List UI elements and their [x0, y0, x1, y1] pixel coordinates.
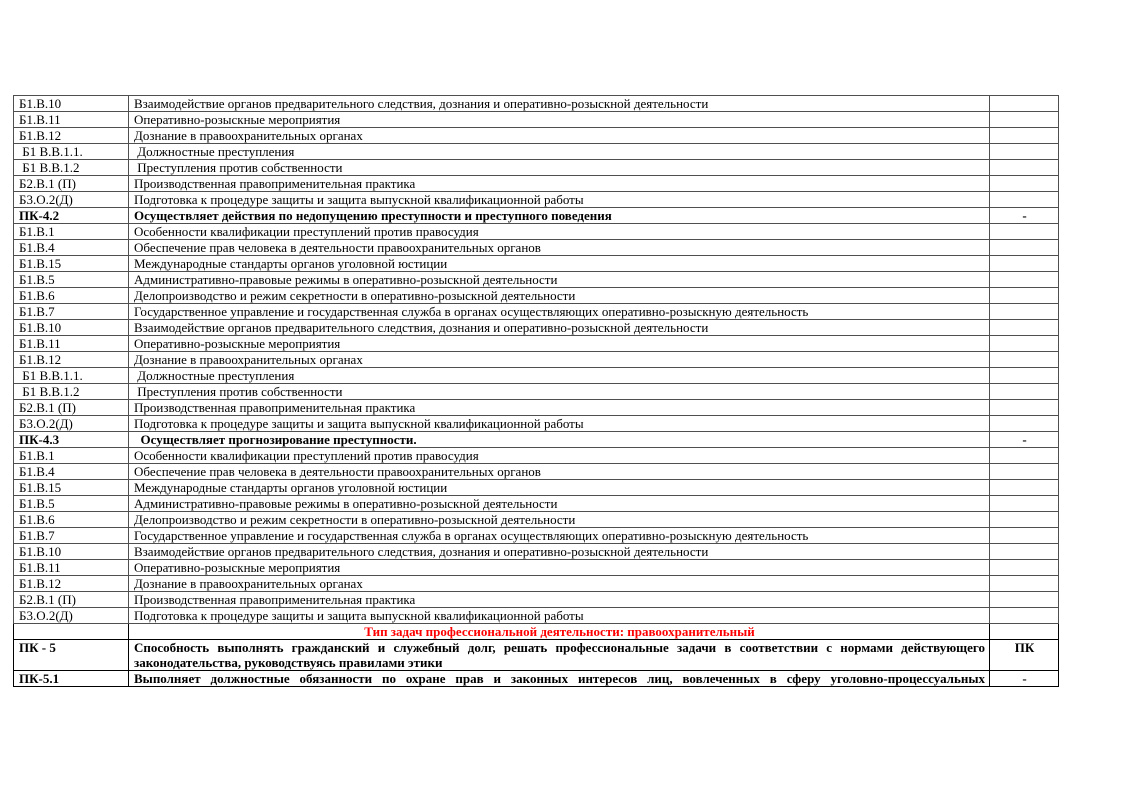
code-cell: Б1.В.5: [14, 496, 129, 512]
code-cell: ПК-4.2: [14, 208, 129, 224]
mark-cell: [990, 304, 1059, 320]
table-row: [14, 208, 1059, 224]
code-cell: Б1.В.6: [14, 512, 129, 528]
mark-cell: [990, 608, 1059, 624]
mark-cell: [990, 576, 1059, 592]
code-cell: Б1.В.7: [14, 528, 129, 544]
mark-cell: [990, 192, 1059, 208]
code-cell: Б1.В.11: [14, 336, 129, 352]
mark-cell: [990, 128, 1059, 144]
code-cell: Б1 В.В.1.2: [14, 160, 129, 176]
discipline-cell: Взаимодействие органов предварительного следствия, дознания и оперативно-розыскной деятельности: [129, 96, 990, 112]
discipline-cell: Способность выполнять гражданский и служебный долг, решать профессиональные задачи в соответствии с нормами действующего законодательства, руководствуясь правилами этики: [129, 640, 990, 671]
code-cell: Б1.В.12: [14, 128, 129, 144]
code-cell: Б2.В.1 (П): [14, 176, 129, 192]
mark-cell: [990, 176, 1059, 192]
discipline-cell: Подготовка к процедуре защиты и защита выпускной квалификационной работы: [129, 192, 990, 208]
discipline-cell: Административно-правовые режимы в оперативно-розыскной деятельности: [129, 496, 990, 512]
mark-cell: [990, 448, 1059, 464]
discipline-cell: Производственная правоприменительная практика: [129, 592, 990, 608]
code-cell: [14, 624, 129, 640]
code-cell: ПК - 5: [14, 640, 129, 671]
table-row: [14, 528, 1059, 544]
mark-cell: [990, 368, 1059, 384]
code-cell: Б3.О.2(Д): [14, 416, 129, 432]
table-row: [14, 640, 1059, 671]
discipline-cell: Подготовка к процедуре защиты и защита выпускной квалификационной работы: [129, 416, 990, 432]
code-cell: Б1.В.15: [14, 480, 129, 496]
table-row: [14, 432, 1059, 448]
code-cell: Б1.В.10: [14, 544, 129, 560]
table-row: [14, 96, 1059, 112]
table-row: [14, 288, 1059, 304]
discipline-cell: Дознание в правоохранительных органах: [129, 352, 990, 368]
mark-cell: [990, 240, 1059, 256]
discipline-cell: Государственное управление и государственная служба в органах осуществляющих оперативно-розыскную деятельность: [129, 528, 990, 544]
table-row: [14, 336, 1059, 352]
table-row: [14, 671, 1059, 687]
table-row: [14, 368, 1059, 384]
code-cell: Б1.В.11: [14, 112, 129, 128]
mark-cell: [990, 464, 1059, 480]
table-row: [14, 624, 1059, 640]
code-cell: Б1.В.7: [14, 304, 129, 320]
table-row: [14, 224, 1059, 240]
table-row: [14, 496, 1059, 512]
table-row: [14, 512, 1059, 528]
table-row: [14, 160, 1059, 176]
discipline-cell: Обеспечение прав человека в деятельности правоохранительных органов: [129, 240, 990, 256]
table-row: [14, 480, 1059, 496]
discipline-cell: Должностные преступления: [129, 368, 990, 384]
discipline-cell: Оперативно-розыскные мероприятия: [129, 112, 990, 128]
mark-cell: [990, 544, 1059, 560]
mark-cell: [990, 384, 1059, 400]
table-row: [14, 176, 1059, 192]
mark-cell: [990, 416, 1059, 432]
mark-cell: [990, 144, 1059, 160]
mark-cell: ПК: [990, 640, 1059, 671]
mark-cell: [990, 400, 1059, 416]
discipline-cell: Выполняет должностные обязанности по охране прав и законных интересов лиц, вовлеченных в сферу уголовно-процессуальных: [129, 671, 990, 687]
table-row: [14, 144, 1059, 160]
table-row: [14, 384, 1059, 400]
mark-cell: -: [990, 208, 1059, 224]
discipline-cell: Оперативно-розыскные мероприятия: [129, 336, 990, 352]
discipline-cell: Административно-правовые режимы в оперативно-розыскной деятельности: [129, 272, 990, 288]
discipline-cell: Подготовка к процедуре защиты и защита выпускной квалификационной работы: [129, 608, 990, 624]
table-row: [14, 608, 1059, 624]
mark-cell: [990, 272, 1059, 288]
mark-cell: [990, 480, 1059, 496]
discipline-cell: Должностные преступления: [129, 144, 990, 160]
competency-table: [13, 95, 1059, 687]
discipline-cell: Государственное управление и государственная служба в органах осуществляющих оперативно-розыскную деятельность: [129, 304, 990, 320]
table-row: [14, 560, 1059, 576]
mark-cell: [990, 592, 1059, 608]
discipline-cell: Обеспечение прав человека в деятельности правоохранительных органов: [129, 464, 990, 480]
discipline-cell: Осуществляет прогнозирование преступности.: [129, 432, 990, 448]
table-row: [14, 192, 1059, 208]
mark-cell: [990, 624, 1059, 640]
discipline-cell: Взаимодействие органов предварительного следствия, дознания и оперативно-розыскной деятельности: [129, 544, 990, 560]
mark-cell: [990, 496, 1059, 512]
code-cell: Б1.В.6: [14, 288, 129, 304]
code-cell: Б1 В.В.1.1.: [14, 144, 129, 160]
discipline-cell: Особенности квалификации преступлений против правосудия: [129, 448, 990, 464]
table-body: [14, 96, 1059, 687]
discipline-cell: Дознание в правоохранительных органах: [129, 128, 990, 144]
table-row: [14, 416, 1059, 432]
mark-cell: -: [990, 671, 1059, 687]
code-cell: ПК-5.1: [14, 671, 129, 687]
table-row: [14, 272, 1059, 288]
discipline-cell: Делопроизводство и режим секретности в оперативно-розыскной деятельности: [129, 288, 990, 304]
mark-cell: [990, 336, 1059, 352]
discipline-cell: Оперативно-розыскные мероприятия: [129, 560, 990, 576]
mark-cell: [990, 528, 1059, 544]
table-row: [14, 464, 1059, 480]
mark-cell: [990, 256, 1059, 272]
mark-cell: [990, 512, 1059, 528]
code-cell: Б2.В.1 (П): [14, 592, 129, 608]
discipline-cell: Преступления против собственности: [129, 384, 990, 400]
discipline-cell: Тип задач профессиональной деятельности: правоохранительный: [129, 624, 990, 640]
table-row: [14, 128, 1059, 144]
table-row: [14, 112, 1059, 128]
code-cell: ПК-4.3: [14, 432, 129, 448]
mark-cell: [990, 224, 1059, 240]
code-cell: Б1.В.4: [14, 464, 129, 480]
table-row: [14, 256, 1059, 272]
discipline-cell: Международные стандарты органов уголовной юстиции: [129, 256, 990, 272]
code-cell: Б3.О.2(Д): [14, 192, 129, 208]
discipline-cell: Международные стандарты органов уголовной юстиции: [129, 480, 990, 496]
code-cell: Б3.О.2(Д): [14, 608, 129, 624]
mark-cell: [990, 96, 1059, 112]
code-cell: Б1.В.1: [14, 224, 129, 240]
code-cell: Б1 В.В.1.1.: [14, 368, 129, 384]
code-cell: Б1.В.11: [14, 560, 129, 576]
code-cell: Б1.В.15: [14, 256, 129, 272]
table-row: [14, 448, 1059, 464]
mark-cell: [990, 320, 1059, 336]
code-cell: Б1.В.12: [14, 352, 129, 368]
discipline-cell: Взаимодействие органов предварительного следствия, дознания и оперативно-розыскной деятельности: [129, 320, 990, 336]
code-cell: Б1 В.В.1.2: [14, 384, 129, 400]
code-cell: Б1.В.4: [14, 240, 129, 256]
discipline-cell: Осуществляет действия по недопущению преступности и преступного поведения: [129, 208, 990, 224]
mark-cell: [990, 288, 1059, 304]
discipline-cell: Особенности квалификации преступлений против правосудия: [129, 224, 990, 240]
mark-cell: [990, 560, 1059, 576]
code-cell: Б1.В.12: [14, 576, 129, 592]
discipline-cell: Делопроизводство и режим секретности в оперативно-розыскной деятельности: [129, 512, 990, 528]
code-cell: Б1.В.10: [14, 96, 129, 112]
code-cell: Б1.В.1: [14, 448, 129, 464]
mark-cell: [990, 160, 1059, 176]
table-row: [14, 400, 1059, 416]
table-row: [14, 592, 1059, 608]
mark-cell: -: [990, 432, 1059, 448]
table-row: [14, 544, 1059, 560]
discipline-cell: Производственная правоприменительная практика: [129, 176, 990, 192]
table-row: [14, 352, 1059, 368]
code-cell: Б1.В.5: [14, 272, 129, 288]
mark-cell: [990, 112, 1059, 128]
discipline-cell: Дознание в правоохранительных органах: [129, 576, 990, 592]
code-cell: Б1.В.10: [14, 320, 129, 336]
table-row: [14, 576, 1059, 592]
discipline-cell: Производственная правоприменительная практика: [129, 400, 990, 416]
table-row: [14, 240, 1059, 256]
code-cell: Б2.В.1 (П): [14, 400, 129, 416]
table-row: [14, 320, 1059, 336]
mark-cell: [990, 352, 1059, 368]
table-row: [14, 304, 1059, 320]
discipline-cell: Преступления против собственности: [129, 160, 990, 176]
